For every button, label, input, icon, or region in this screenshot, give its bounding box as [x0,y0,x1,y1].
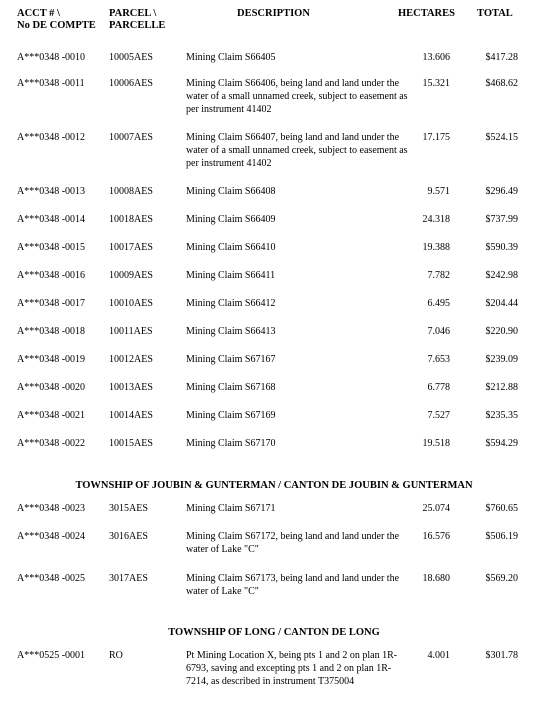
total-amount: $506.19 [485,531,518,542]
hectares-value: 7.782 [427,270,450,281]
account-number: A***0348 -0024 [17,531,86,542]
property-description: Mining Claim S67173, being land and land under the water of Lake "C" [186,573,400,597]
parcel-number: 10013AES [109,382,153,393]
header-acct-line2: No DE COMPTE [17,20,96,31]
total-amount: $220.90 [485,326,518,337]
account-number: A***0348 -0021 [17,410,86,421]
parcel-number: 10017AES [109,242,153,253]
hectares-value: 24.318 [422,214,450,225]
property-description: Mining Claim S66410 [186,242,276,253]
hectares-value: 6.495 [427,298,450,309]
total-amount: $417.28 [485,52,518,63]
property-description: Mining Claim S66405 [186,52,276,63]
account-number: A***0348 -0015 [17,242,86,253]
account-number: A***0348 -0019 [17,354,86,365]
account-number: A***0348 -0025 [17,573,86,584]
account-number: A***0348 -0016 [17,270,86,281]
total-amount: $569.20 [485,573,518,584]
hectares-value: 18.680 [422,573,450,584]
property-description: Mining Claim S66411 [186,270,276,281]
property-description: Mining Claim S66409 [186,214,276,225]
hectares-value: 4.001 [427,650,450,661]
account-number: A***0348 -0014 [17,214,86,225]
hectares-value: 19.388 [422,242,450,253]
property-description: Mining Claim S66406, being land and land under the water of a small unnamed creek, subject to easement as per instrument 41402 [186,78,408,115]
property-description: Mining Claim S66407, being land and land under the water of a small unnamed creek, subject to easement as per instrument 41402 [186,132,408,169]
header-parcel [109,8,165,32]
header-hectares: HECTARES [398,8,455,19]
header-parcel-line1: PARCEL \ [109,8,157,19]
section-title: TOWNSHIP OF JOUBIN & GUNTERMAN / CANTON DE JOUBIN & GUNTERMAN [75,480,473,491]
parcel-number: 10010AES [109,298,153,309]
header-parcel-line2: PARCELLE [109,20,166,31]
property-description: Mining Claim S67171 [186,503,276,514]
hectares-value: 7.653 [427,354,450,365]
parcel-number: 3017AES [109,573,148,584]
parcel-number: 10009AES [109,270,153,281]
parcel-number: 10005AES [109,52,153,63]
property-description: Mining Claim S67169 [186,410,276,421]
account-number: A***0348 -0011 [17,78,85,89]
total-amount: $239.09 [485,354,518,365]
hectares-value: 17.175 [422,132,450,143]
property-description: Pt Mining Location X, being pts 1 and 2 on plan 1R-6793, saving and excepting pts 1 and 2 on plan 1R-7214, as described in instrument T375004 [186,650,398,687]
parcel-number: 10006AES [109,78,153,89]
account-number: A***0348 -0018 [17,326,86,337]
parcel-number: RO [109,650,123,661]
hectares-value: 7.527 [427,410,450,421]
total-amount: $212.88 [485,382,518,393]
total-amount: $235.35 [485,410,518,421]
header-acct [17,8,96,32]
property-description: Mining Claim S67172, being land and land under the water of Lake "C" [186,531,400,555]
property-description: Mining Claim S66412 [186,298,276,309]
account-number: A***0348 -0023 [17,503,86,514]
hectares-value: 25.074 [422,503,450,514]
account-number: A***0348 -0013 [17,186,86,197]
account-number: A***0525 -0001 [17,650,86,661]
hectares-value: 7.046 [427,326,450,337]
header-acct-line1: ACCT # \ [17,8,60,19]
hectares-value: 19.518 [422,438,450,449]
account-number: A***0348 -0012 [17,132,86,143]
parcel-number: 10015AES [109,438,153,449]
total-amount: $737.99 [485,214,518,225]
account-number: A***0348 -0017 [17,298,86,309]
account-number: A***0348 -0022 [17,438,86,449]
parcel-number: 10008AES [109,186,153,197]
hectares-value: 15.321 [422,78,450,89]
hectares-value: 9.571 [427,186,450,197]
parcel-number: 10011AES [109,326,153,337]
property-description: Mining Claim S67170 [186,438,276,449]
total-amount: $242.98 [485,270,518,281]
property-description: Mining Claim S66413 [186,326,276,337]
header-total: TOTAL [477,8,513,19]
total-amount: $468.62 [485,78,518,89]
total-amount: $524.15 [485,132,518,143]
parcel-number: 3015AES [109,503,148,514]
total-amount: $594.29 [485,438,518,449]
total-amount: $760.65 [485,503,518,514]
hectares-value: 16.576 [422,531,450,542]
parcel-number: 10018AES [109,214,153,225]
parcel-number: 10007AES [109,132,153,143]
account-number: A***0348 -0010 [17,52,86,63]
total-amount: $590.39 [485,242,518,253]
property-description: Mining Claim S66408 [186,186,276,197]
total-amount: $296.49 [485,186,518,197]
property-description: Mining Claim S67167 [186,354,276,365]
hectares-value: 13.606 [422,52,450,63]
parcel-number: 10012AES [109,354,153,365]
account-number: A***0348 -0020 [17,382,86,393]
total-amount: $204.44 [485,298,518,309]
hectares-value: 6.778 [427,382,450,393]
header-description: DESCRIPTION [237,8,310,19]
parcel-number: 10014AES [109,410,153,421]
parcel-number: 3016AES [109,531,148,542]
section-title: TOWNSHIP OF LONG / CANTON DE LONG [168,627,380,638]
property-description: Mining Claim S67168 [186,382,276,393]
total-amount: $301.78 [485,650,518,661]
